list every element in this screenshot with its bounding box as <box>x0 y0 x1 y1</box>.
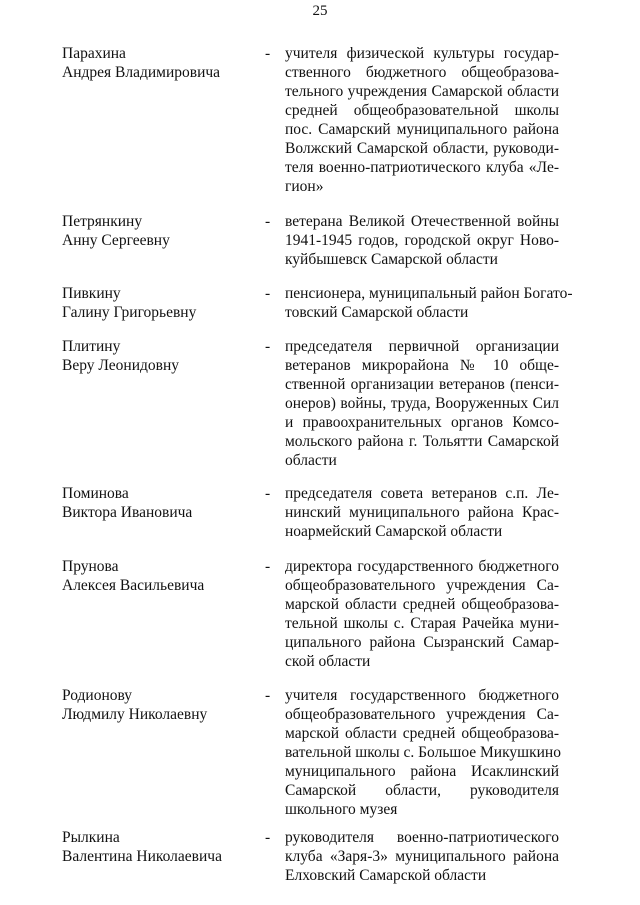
name-line: Рылкина <box>62 829 120 846</box>
separator-dash: - <box>265 558 271 575</box>
description-line: ветеранов микрорайона № 10 обще- <box>285 357 559 374</box>
description-line: Елховский Самарской области <box>285 867 487 884</box>
separator-dash: - <box>265 45 271 62</box>
separator-dash: - <box>265 687 271 704</box>
name-line: Родионову <box>62 687 133 704</box>
name-line: Поминова <box>62 485 129 502</box>
separator-dash: - <box>265 285 271 302</box>
name-line: Парахина <box>62 45 126 62</box>
description-line: учителя государственного бюджетного <box>285 687 559 704</box>
description-line: ципального района Сызранский Самар- <box>285 634 559 651</box>
person-description <box>285 337 559 470</box>
person-description <box>285 284 573 322</box>
description-line: школьного музея <box>285 801 398 818</box>
description-line: товский Самарской области <box>285 304 469 321</box>
person-name <box>62 828 252 866</box>
person-name <box>62 686 252 724</box>
description-line: пос. Самарский муниципального района <box>285 121 559 138</box>
person-description <box>285 212 559 269</box>
person-name <box>62 284 252 322</box>
description-line: средней общеобразовательной школы <box>285 102 559 119</box>
person-description <box>285 44 559 196</box>
name-line: Веру Леонидовну <box>62 357 180 374</box>
description-line: Самарской области, руководителя <box>285 782 559 799</box>
description-line: гион» <box>285 178 324 195</box>
description-line: марской области средней общеобразова- <box>285 596 559 613</box>
separator-dash: - <box>265 213 271 230</box>
name-line: Плитину <box>62 338 121 355</box>
person-name <box>62 484 252 522</box>
description-line: пенсионера, муниципальный район Богато- <box>285 285 573 302</box>
separator-dash: - <box>265 338 271 355</box>
person-name <box>62 337 252 375</box>
separator-dash: - <box>265 829 271 846</box>
page-number: 25 <box>312 3 328 19</box>
description-line: директора государственного бюджетного <box>285 558 559 575</box>
person-description <box>285 828 559 885</box>
description-line: 1941-1945 годов, городской округ Ново- <box>285 232 559 249</box>
description-line: ственной организации ветеранов (пенси- <box>285 376 559 393</box>
description-line: ноармейский Самарской области <box>285 523 503 540</box>
name-line: Галину Григорьевну <box>62 304 197 321</box>
description-line: онеров) войны, труда, Вооруженных Сил <box>285 395 559 412</box>
person-description <box>285 484 559 541</box>
name-line: Пивкину <box>62 285 121 302</box>
name-line: Андрея Владимировича <box>62 64 221 81</box>
description-line: мольского района г. Тольятти Самарской <box>285 433 559 450</box>
person-name <box>62 557 252 595</box>
description-line: теля военно-патриотического клуба «Ле- <box>285 159 559 176</box>
description-line: Волжский Самарской области, руководи- <box>285 140 559 157</box>
description-line: области <box>285 452 337 469</box>
description-line: ской области <box>285 653 371 670</box>
description-line: тельного учреждения Самарской области <box>285 83 559 100</box>
description-line: председателя совета ветеранов с.п. Ле- <box>285 485 559 502</box>
description-line: куйбышевск Самарской области <box>285 251 498 268</box>
description-line: общеобразовательного учреждения Са- <box>285 577 559 594</box>
description-line: нинский муниципального района Крас- <box>285 504 559 521</box>
name-line: Анну Сергеевну <box>62 232 170 249</box>
name-line: Валентина Николаевича <box>62 848 222 865</box>
description-line: общеобразовательного учреждения Са- <box>285 706 559 723</box>
description-line: марской области средней общеобразова- <box>285 725 559 742</box>
separator-dash: - <box>265 485 271 502</box>
description-line: председателя первичной организации <box>285 338 559 355</box>
person-description <box>285 686 559 819</box>
name-line: Алексея Васильевича <box>62 577 205 594</box>
description-line: тельной школы с. Старая Рачейка муни- <box>285 615 559 632</box>
description-line: муниципального района Исаклинский <box>285 763 559 780</box>
name-line: Петрянкину <box>62 213 143 230</box>
description-line: вательной школы с. Большое Микушкино <box>285 744 561 761</box>
description-line: руководителя военно-патриотического <box>285 829 559 846</box>
description-line: и правоохранительных органов Комсо- <box>285 414 559 431</box>
name-line: Людмилу Николаевну <box>62 706 208 723</box>
person-name <box>62 212 252 250</box>
person-name <box>62 44 252 82</box>
description-line: учителя физической культуры государ- <box>285 45 559 62</box>
name-line: Прунова <box>62 558 119 575</box>
name-line: Виктора Ивановича <box>62 504 193 521</box>
description-line: ственного бюджетного общеобразова- <box>285 64 559 81</box>
person-description <box>285 557 559 671</box>
description-line: ветерана Великой Отечественной войны <box>285 213 559 230</box>
description-line: клуба «Заря-3» муниципального района <box>285 848 559 865</box>
